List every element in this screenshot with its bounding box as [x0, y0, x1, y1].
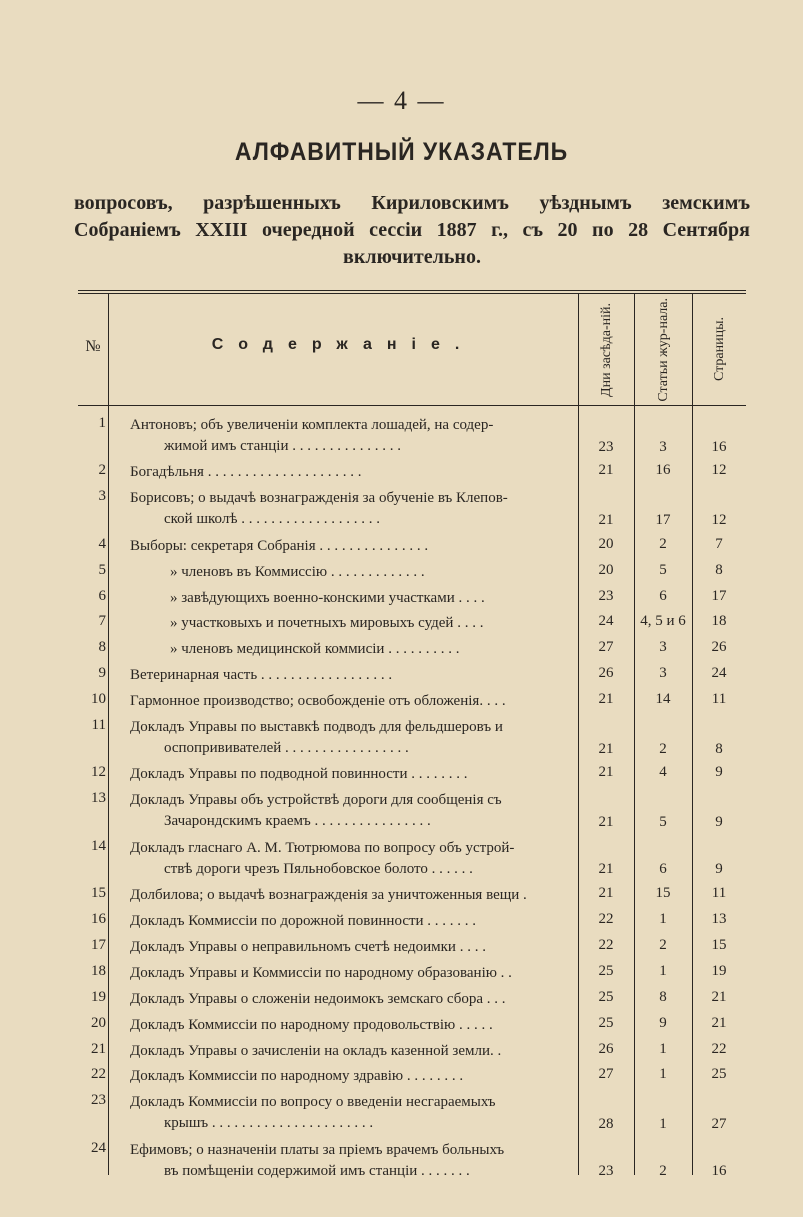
row-content: [130, 790, 574, 832]
row-number: 21: [91, 1040, 106, 1057]
row-number: 19: [91, 988, 106, 1005]
days-value: 22: [598, 936, 614, 953]
table-row: [78, 1140, 746, 1183]
row-content: [130, 963, 574, 984]
page-value: 9: [715, 764, 723, 781]
row-number: 15: [91, 885, 106, 902]
page-value: 9: [715, 861, 723, 878]
row-content: [130, 1015, 574, 1036]
row-number: 5: [98, 561, 106, 578]
row-content-line: въ помѣщеніи содержимой имъ станціи . . . . . . .: [164, 1162, 470, 1179]
table-row: [78, 613, 746, 635]
row-content-line: Докладъ Управы о зачисленіи на окладъ казенной земли. .: [130, 1042, 502, 1059]
row-number: 24: [91, 1139, 106, 1156]
row-number: 2: [98, 462, 106, 479]
row-content-line: » членовъ медицинской коммисіи . . . . . . . . . .: [170, 641, 460, 658]
table-row: [78, 717, 746, 760]
row-content: [130, 1140, 574, 1182]
days-value: 24: [598, 613, 614, 630]
row-content-line: ствѣ дороги чрезъ Пяльнобовское болото . . . . . .: [164, 860, 473, 877]
table-row: [78, 963, 746, 985]
row-content: [130, 911, 574, 932]
row-content: [130, 1041, 574, 1062]
article-value: 9: [659, 1014, 667, 1031]
page-value: 12: [711, 462, 727, 479]
table-row: [78, 790, 746, 833]
row-content-line: Докладъ Коммиссіи по дорожной повинности . . . . . . .: [130, 913, 477, 929]
row-content: [130, 989, 574, 1010]
table-row: [78, 1041, 746, 1063]
row-content: [130, 665, 574, 686]
table-row: [78, 911, 746, 933]
article-value: 17: [655, 511, 671, 528]
page-value: 25: [711, 1066, 727, 1083]
table-row: [78, 639, 746, 661]
header-pages-label: Страницы.: [711, 317, 727, 382]
row-content-line: » завѣдующихъ военно-конскими участками . . . .: [170, 589, 485, 606]
row-content-line: Зачарондскимъ краемъ . . . . . . . . . . . . . . . .: [164, 813, 431, 830]
table-row: [78, 588, 746, 610]
page-value: 9: [715, 813, 723, 830]
row-number: 8: [98, 639, 106, 656]
table-row: [78, 1092, 746, 1135]
row-number: 10: [91, 691, 106, 708]
page-value: 19: [711, 962, 727, 979]
row-content: [130, 639, 574, 660]
table-row: [78, 885, 746, 907]
article-value: 4: [659, 764, 667, 781]
days-value: 23: [598, 587, 614, 604]
table-row: [78, 838, 746, 881]
row-content: [130, 562, 574, 583]
row-content-line: жимой имъ станціи . . . . . . . . . . . . . . .: [164, 438, 401, 454]
header-days-label: Дни засѣда-ній.: [598, 302, 614, 397]
page-value: 21: [711, 988, 727, 1005]
header-rule: [78, 405, 746, 406]
row-content-line: » участковыхъ и почетныхъ мировыхъ судей . . . .: [170, 615, 484, 632]
article-value: 3: [659, 438, 667, 455]
table-row: [78, 1066, 746, 1088]
article-value: 2: [659, 535, 667, 552]
header-pages: [692, 294, 746, 405]
article-value: 1: [659, 1115, 667, 1132]
row-number: 6: [98, 587, 106, 604]
days-value: 20: [598, 535, 614, 552]
page-title: АЛФАВИТНЫЙ УКАЗАТЕЛЬ: [234, 138, 569, 166]
row-content: [130, 838, 574, 880]
row-content-line: ской школѣ . . . . . . . . . . . . . . . . . . .: [164, 511, 380, 528]
table-row: [78, 562, 746, 584]
article-value: 14: [655, 691, 671, 708]
article-value: 4, 5 и 6: [640, 613, 686, 630]
article-value: 2: [659, 936, 667, 953]
row-content: [130, 613, 574, 634]
table-row: [78, 462, 746, 484]
header-articles-label: Статьи жур-нала.: [655, 297, 671, 402]
row-content-line: крышъ . . . . . . . . . . . . . . . . . . . . . .: [164, 1115, 374, 1132]
table-row: [78, 989, 746, 1011]
row-number: 16: [91, 911, 106, 927]
days-value: 21: [598, 511, 614, 528]
article-value: 3: [659, 665, 667, 682]
page-value: 21: [711, 1014, 727, 1031]
row-number: 23: [91, 1092, 106, 1109]
page-value: 11: [711, 691, 727, 708]
row-content: [130, 937, 574, 958]
row-content-line: Докладъ Управы о неправильномъ счетѣ недоимки . . . .: [130, 938, 486, 955]
page-value: 27: [711, 1115, 727, 1132]
row-content-line: Долбилова; о выдачѣ вознагражденія за уничтоженныя вещи .: [130, 887, 527, 904]
row-content-line: Ветеринарная часть . . . . . . . . . . . . . . . . . .: [130, 667, 393, 684]
header-articles: [634, 294, 692, 405]
row-number: 9: [98, 665, 106, 682]
row-content-line: Докладъ Коммиссіи по народному здравію . . . . . . . .: [130, 1068, 464, 1085]
table-row: [78, 764, 746, 786]
subtitle-line: Собраніемъ XXIII очередной сессіи 1887 г., съ 20 по 28 Сентября: [74, 219, 750, 241]
row-content: [130, 462, 574, 483]
row-content-line: Ефимовъ; о назначеніи платы за пріемъ врачемъ больныхъ: [130, 1141, 505, 1158]
article-value: 1: [659, 962, 667, 979]
days-value: 21: [598, 462, 614, 479]
days-value: 21: [598, 740, 614, 757]
row-content: [130, 588, 574, 609]
row-number: 4: [98, 535, 106, 552]
row-content: [130, 1092, 574, 1134]
row-content-line: Докладъ Управы по выставкѣ подводъ для фельдшеровъ и: [130, 719, 503, 735]
days-value: 23: [598, 1163, 614, 1180]
article-value: 1: [659, 1040, 667, 1057]
page-value: 16: [711, 438, 727, 455]
row-content: [130, 717, 574, 759]
article-value: 15: [655, 885, 671, 902]
row-content-line: Докладъ Управы и Коммиссіи по народному образованію . .: [130, 964, 512, 981]
page-value: 13: [711, 911, 727, 927]
article-value: 1: [659, 1066, 667, 1083]
row-content-line: Борисовъ; о выдачѣ вознагражденія за обученіе въ Клепов-: [130, 490, 508, 507]
row-content: [130, 536, 574, 557]
article-value: 3: [659, 639, 667, 656]
page-value: 26: [711, 639, 727, 656]
days-value: 26: [598, 665, 614, 682]
page-value: 8: [715, 740, 723, 757]
page-value: 16: [711, 1163, 727, 1180]
header-number: №: [85, 338, 101, 355]
article-value: 5: [659, 813, 667, 830]
row-content-line: Антоновъ; объ увеличеніи комплекта лошадей, на содер-: [130, 417, 494, 433]
page-value: 18: [711, 613, 727, 630]
row-content-line: Богадѣльня . . . . . . . . . . . . . . . . . . . . .: [130, 464, 362, 481]
table-row: [78, 1015, 746, 1037]
row-number: 7: [98, 613, 106, 630]
days-value: 26: [598, 1040, 614, 1057]
header-days: [578, 294, 634, 405]
days-value: 20: [598, 561, 614, 578]
row-content: [130, 764, 574, 785]
days-value: 22: [598, 911, 614, 927]
page-value: 17: [711, 587, 727, 604]
article-value: 5: [659, 561, 667, 578]
row-content-line: оспопрививателей . . . . . . . . . . . . . . . . .: [164, 740, 409, 756]
days-value: 21: [598, 861, 614, 878]
article-value: 2: [659, 740, 667, 757]
table-row: [78, 488, 746, 531]
days-value: 21: [598, 813, 614, 830]
page-value: 8: [715, 561, 723, 578]
row-number: 14: [91, 837, 106, 854]
days-value: 27: [598, 1066, 614, 1083]
row-content-line: Гармонное производство; освобожденіе отъ обложенія. . . .: [130, 693, 506, 710]
subtitle-line: включительно.: [343, 246, 481, 268]
row-content-line: Докладъ гласнаго А. М. Тютрюмова по вопросу объ устрой-: [130, 839, 515, 856]
table-row: [78, 691, 746, 713]
page-value: 12: [711, 511, 727, 528]
days-value: 28: [598, 1115, 614, 1132]
days-value: 23: [598, 438, 614, 455]
article-value: 6: [659, 861, 667, 878]
row-content-line: Докладъ Управы о сложеніи недоимокъ земскаго сбора . . .: [130, 990, 506, 1007]
days-value: 21: [598, 691, 614, 708]
days-value: 21: [598, 764, 614, 781]
table-row: [78, 415, 746, 458]
article-value: 2: [659, 1163, 667, 1180]
row-number: 20: [91, 1014, 106, 1031]
row-number: 17: [91, 936, 106, 953]
row-number: 12: [91, 764, 106, 781]
page-value: 24: [711, 665, 727, 682]
row-content-line: Докладъ Управы объ устройствѣ дороги для сообщенія съ: [130, 792, 502, 809]
table-row: [78, 536, 746, 558]
row-content-line: Докладъ Коммиссіи по вопросу о введеніи несгараемыхъ: [130, 1094, 496, 1111]
subtitle-line: вопросовъ, разрѣшенныхъ Кириловскимъ уѣзднымъ земскимъ: [74, 192, 750, 214]
article-value: 8: [659, 988, 667, 1005]
row-number: 1: [98, 415, 106, 431]
row-number: 11: [91, 717, 106, 733]
article-value: 16: [655, 462, 671, 479]
row-content-line: » членовъ въ Коммиссію . . . . . . . . . . . . .: [170, 563, 425, 580]
row-number: 18: [91, 962, 106, 979]
row-content-line: Докладъ Управы по подводной повинности . . . . . . . .: [130, 766, 468, 783]
days-value: 25: [598, 962, 614, 979]
row-number: 3: [98, 488, 106, 505]
page-value: 15: [711, 936, 727, 953]
article-value: 1: [659, 911, 667, 927]
article-value: 6: [659, 587, 667, 604]
row-content-line: Выборы: секретаря Собранія . . . . . . . . . . . . . . .: [130, 537, 429, 554]
row-number: 13: [91, 790, 106, 807]
days-value: 25: [598, 1014, 614, 1031]
row-content: [130, 488, 574, 530]
row-content: [130, 1066, 574, 1087]
row-content-line: Докладъ Коммиссіи по народному продовольствію . . . . .: [130, 1016, 493, 1033]
days-value: 25: [598, 988, 614, 1005]
table-row: [78, 665, 746, 687]
row-content: [130, 415, 574, 457]
row-number: 22: [91, 1066, 106, 1083]
page-number: — 4 —: [357, 86, 446, 115]
index-table: [78, 290, 746, 1180]
days-value: 21: [598, 885, 614, 902]
days-value: 27: [598, 639, 614, 656]
page-value: 22: [711, 1040, 727, 1057]
subtitle: [74, 190, 750, 271]
header-content: Содержаніе.: [211, 336, 475, 353]
page-value: 7: [715, 535, 723, 552]
table-row: [78, 937, 746, 959]
page-value: 11: [711, 885, 727, 902]
row-content: [130, 885, 574, 906]
row-content: [130, 691, 574, 712]
